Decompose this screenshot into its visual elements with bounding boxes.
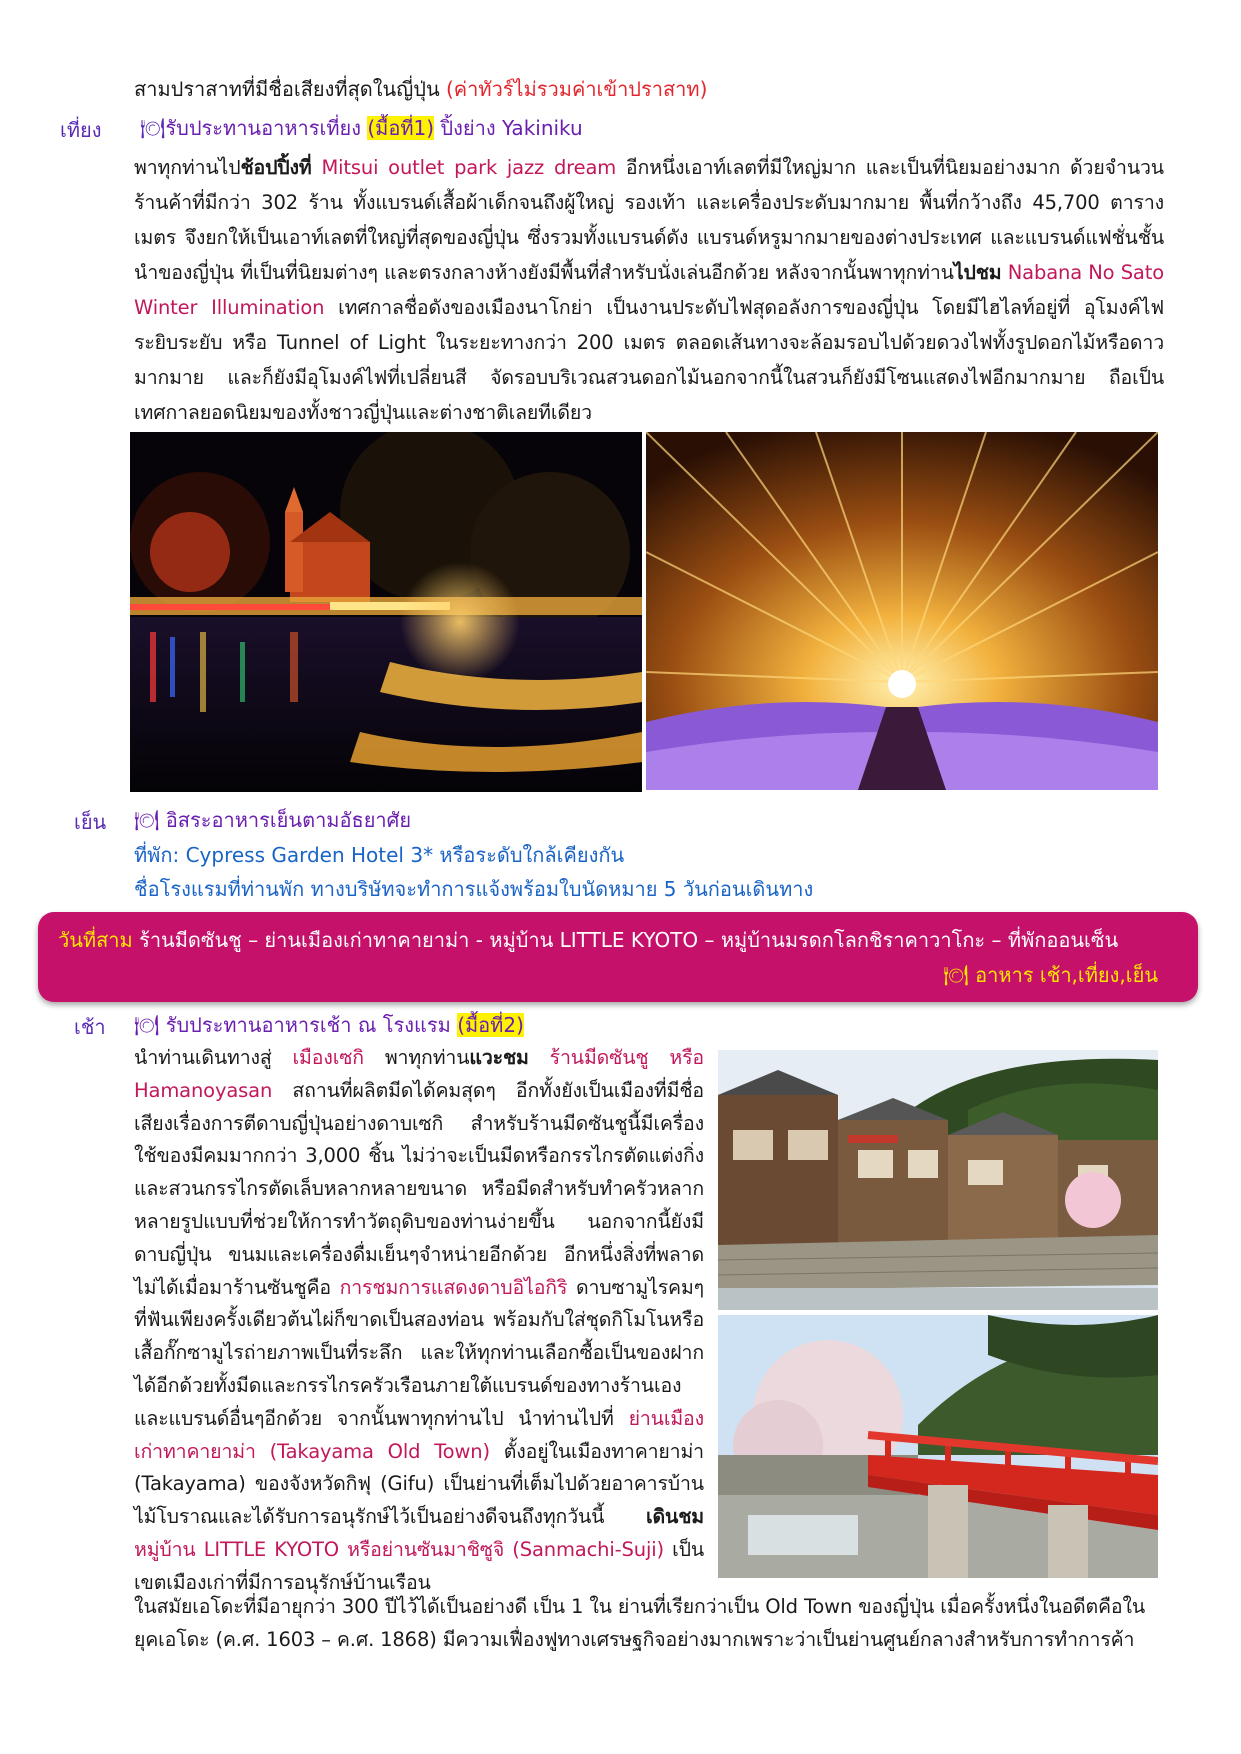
lunch-text: รับประทานอาหารเที่ยง [165, 116, 368, 140]
red-bridge-image [718, 1315, 1158, 1578]
breakfast-text: รับประทานอาหารเช้า ณ โรงแรม [159, 1013, 458, 1037]
text-run-bold: ไปชม [953, 261, 1002, 284]
sanshu-shop-name: ร้านมีดซันชู หรือ Hamanoyasan [134, 1046, 704, 1102]
text-run: พาทุกท่านไป [134, 156, 241, 179]
nabana-name: Nabana No Sato Winter Illumination [134, 261, 1164, 319]
paragraph-edo-line2: ยุคเอโดะ (ค.ศ. 1603 – ค.ศ. 1868) มีความเฟื่องฟูทางเศรษฐกิจอย่างมากเพราะว่าเป็นย่านศูนย์กลางสำหรับการทำการค้า [134, 1628, 1135, 1651]
lunch-label: เที่ยง [60, 118, 102, 142]
iaikiri-show: การชมการแสดงดาบอิไอกิริ [339, 1275, 568, 1299]
seki-city: เมืองเซกิ [292, 1046, 364, 1069]
text-run: นำท่านเดินทางสู่ [134, 1046, 293, 1069]
day3-route: ร้านมีดซันชู – ย่านเมืองเก่าทาคายาม่า - หมู่บ้าน LITTLE KYOTO – หมู่บ้านมรดกโลกชิราคาวาโกะ – ที่พักออนเซ็น [132, 928, 1119, 952]
nabana-night-lake-photo [130, 432, 642, 792]
day3-meals-line [943, 960, 1158, 990]
lunch-line [140, 113, 583, 143]
day3-banner [38, 912, 1198, 1002]
day3-meals: อาหาร เช้า,เที่ยง,เย็น [968, 963, 1158, 987]
paragraph-seki-takayama [134, 1042, 704, 1600]
dish-icon: 🍽 [140, 116, 166, 140]
hotel-line: ที่พัก: Cypress Garden Hotel 3* หรือระดับใกล้เคียงกัน [134, 843, 625, 867]
text-run [529, 1046, 550, 1069]
text-run: พาทุกท่าน [363, 1046, 470, 1069]
tunnel-of-light-photo [646, 432, 1158, 790]
breakfast-line [134, 1010, 524, 1040]
dish-icon: 🍽 [134, 1013, 160, 1037]
text-run: สถานที่ผลิตมีดได้คมสุดๆ อีกทั้งยังเป็นเมืองที่มีชื่อเสียงเรื่องการตีดาบญี่ปุ่นอย่างดาบเซกิ สำหรับร้านมีดซันชูนี้มีเครื่องใช้ของมีคมมากกว่า 3,000 ชิ้น ไม่ว่าจะเป็นมีดหรือกรรไกรตัดแต่งกิ่งและสวนกรรไกรตัดเล็บหลากหลายขนาด หรือมีดสำหรับทำครัวหลากหลายรูปแบบที่ช่วยให้การทำวัตถุดิบของท่านง่ายขึ้น นอกจากนี้ยังมีดาบญี่ปุ่น ขนมและเครื่องดื่มเย็นๆจำหน่ายอีกด้วย อีกหนึ่งสิ่งที่พลาดไม่ได้เมื่อมาร้านซันชูคือ [134, 1078, 704, 1299]
mitsui-outlet-name: Mitsui outlet park jazz dream [321, 156, 617, 179]
lunch-meal-number: (มื้อที่1) [367, 116, 435, 140]
day3-route-line [58, 925, 1118, 955]
intro-text: สามปราสาทที่มีชื่อเสียงที่สุดในญี่ปุ่น [134, 77, 446, 101]
tour-fee-note: (ค่าทัวร์ไม่รวมค่าเข้าปราสาท) [445, 77, 708, 101]
intro-line [134, 74, 707, 104]
hotel-notice: ชื่อโรงแรมที่ท่านพัก ทางบริษัทจะทำการแจ้งพร้อมใบนัดหมาย 5 วันก่อนเดินทาง [134, 877, 814, 901]
text-run: เป็นเขตเมืองเก่าที่มีการอนุรักษ์บ้านเรือน [134, 1537, 704, 1594]
text-run-bold: ช้อปปิ้งที่ [240, 156, 312, 179]
takayama-houses-image [718, 1050, 1158, 1310]
text-run-bold: เดินชม [646, 1505, 704, 1529]
text-run: ดาบซามูไรคมๆที่ฟันเพียงครั้งเดียวต้นไผ่ก็ขาดเป็นสองท่อน พร้อมกับใส่ชุดกิโมโนหรือเสื้อกั๊กซามูไรถ่ายภาพเป็นที่ระลึก และให้ทุกท่านเลือกซื้อเป็นของฝากได้อีกด้วยทั้งมีดและกรรไกรครัวเรือนภายใต้แบรนด์ของทางร้านเองและแบรนด์อื่นๆอีกด้วย จากนั้นพาทุกท่านไป นำท่านไปที่ [134, 1275, 704, 1430]
paragraph-outlet-nabana [134, 150, 1164, 430]
dinner-label: เย็น [74, 810, 107, 834]
dish-icon: 🍽 [134, 808, 160, 832]
text-run [312, 156, 322, 179]
dish-icon: 🍽 [943, 963, 969, 987]
breakfast-meal-number: (มื้อที่2) [457, 1013, 524, 1037]
dinner-text: อิสระอาหารเย็นตามอัธยาศัย [159, 808, 412, 832]
text-run-bold: แวะชม [469, 1046, 529, 1069]
lunch-menu: ปิ้งย่าง Yakiniku [434, 116, 583, 140]
day3-label: วันที่สาม [58, 928, 133, 952]
paragraph-edo-line1: ในสมัยเอโดะที่มีอายุกว่า 300 ปีไว้ได้เป็นอย่างดี เป็น 1 ใน ย่านที่เรียกว่าเป็น Old Town ของญี่ปุ่น เมื่อครั้งหนึ่งในอดีตคือใน [134, 1595, 1146, 1618]
nabana-night-lake-image [130, 432, 642, 792]
text-run: ตั้งอยู่ในเมืองทาคายาม่า (Takayama) ของจังหวัดกิฟุ (Gifu) เป็นย่านที่เต็มไปด้วยอาคารบ้านไม้โบราณและได้รับการอนุรักษ์ไว้เป็นอย่างดีจนถึงทุกวันนี้ [134, 1439, 704, 1529]
takayama-houses-photo [718, 1050, 1158, 1310]
red-bridge-photo [718, 1315, 1158, 1578]
dinner-line [134, 805, 411, 835]
little-kyoto-name: หมู่บ้าน LITTLE KYOTO หรือย่านซันมาชิซูจิ (Sanmachi-Suji) [134, 1537, 664, 1561]
tunnel-of-light-image [646, 432, 1158, 790]
breakfast-label: เช้า [74, 1015, 106, 1039]
text-run: อีกหนึ่งเอาท์เลตที่มีใหญ่มาก และเป็นที่นิยมอย่างมาก ด้วยจำนวนร้านค้าที่มีกว่า 302 ร้าน ทั้งแบรนด์เสื้อผ้าเด็กจนถึงผู้ใหญ่ รองเท้า และเครื่องประดับมากมาย พื้นที่กว้างถึง 45,700 ตารางเมตร จึงยกให้เป็นเอาท์เลตที่ใหญ่ที่สุดของญี่ปุ่น ซึ่งรวมทั้งแบรนด์ดัง แบรนด์หรูมากมายของต่างประเทศ และแบรนด์แฟชั่นชั้นนำของญี่ปุ่น ที่เป็นที่นิยมต่างๆ และตรงกลางห้างยังมีพื้นที่สำหรับนั่งเล่นอีกด้วย หลังจากนั้นพาทุกท่าน [134, 156, 1164, 284]
text-run: เทศกาลชื่อดังของเมืองนาโกย่า เป็นงานประดับไฟสุดอลังการของญี่ปุ่น โดยมีไฮไลท์อยู่ที่ อุโมงค์ไฟระยิบระยับ หรือ Tunnel of Light ในระยะทางกว่า 200 เมตร ตลอดเส้นทางจะล้อมรอบไปด้วยดวงไฟทั้งรูปดอกไม้หรือดาวมากมาย และก็ยังมีอุโมงค์ไฟที่เปลี่ยนสี จัดรอบบริเวณสวนดอกไม้นอกจากนี้ในสวนก็ยังมีโซนแสดงไฟอีกมากมาย ถือเป็นเทศกาลยอดนิยมของทั้งชาวญี่ปุ่นและต่างชาติเลยทีเดียว [134, 296, 1164, 424]
takayama-old-town: ย่านเมืองเก่าทาคายาม่า (Takayama Old Town) [134, 1406, 704, 1463]
